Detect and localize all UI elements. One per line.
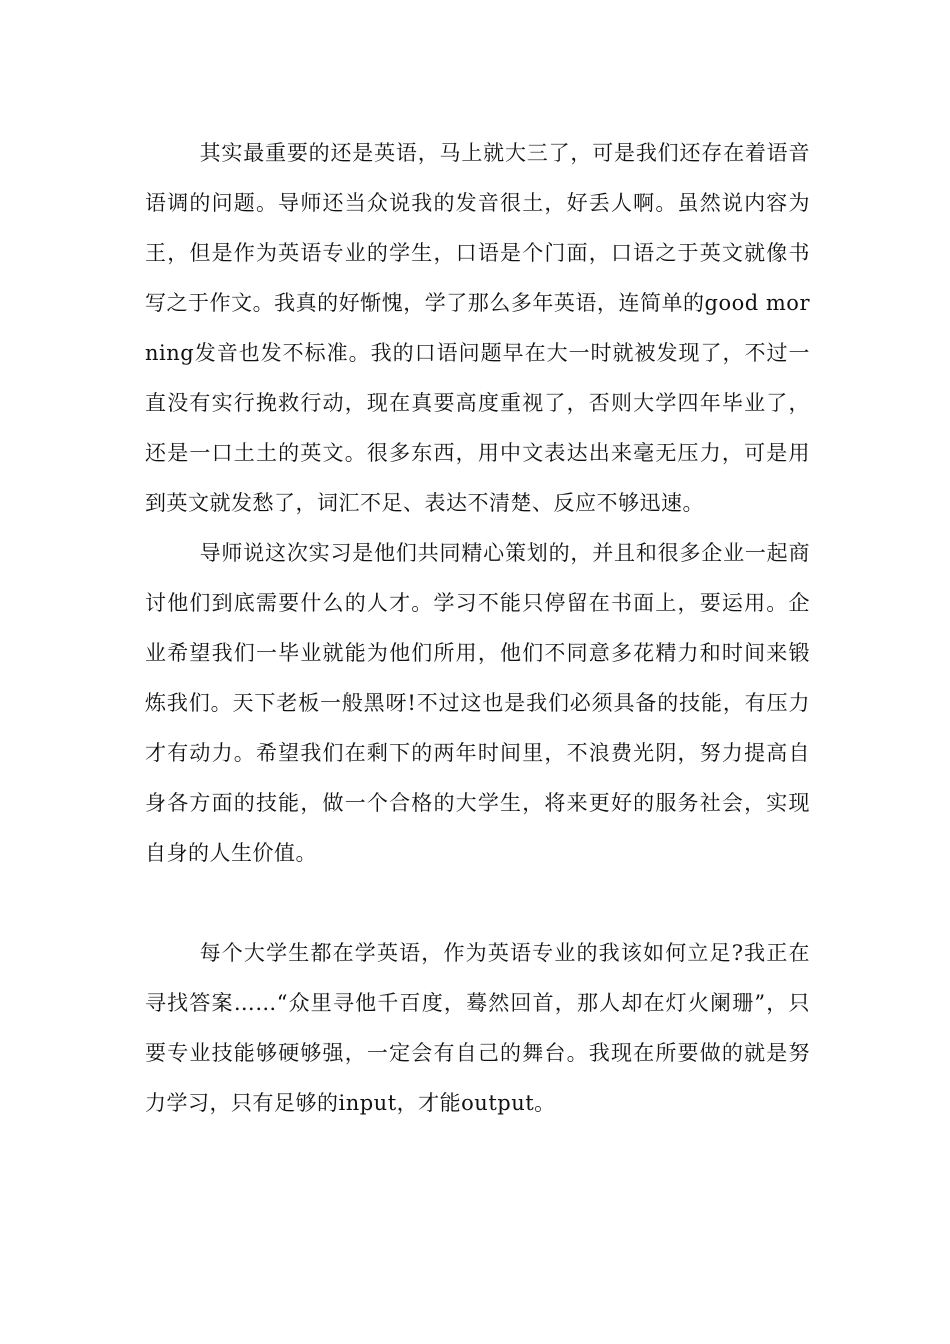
paragraph-english-pronunciation: 其实最重要的还是英语，马上就大三了，可是我们还存在着语音语调的问题。导师还当众说我的发音很土，好丢人啊。虽然说内容为王，但是作为英语专业的学生，口语是个门面，口语之于英文就像书写之于作文。我真的好惭愧，学了那么多年英语，连简单的good morning发音也发不标准。我的口语问题早在大一时就被发现了，不过一直没有实行挽救行动，现在真要高度重视了，否则大学四年毕业了，还是一口土土的英文。很多东西，用中文表达出来毫无压力，可是用到英文就发愁了，词汇不足、表达不清楚、反应不够迅速。 [145,141,810,515]
paragraph-finding-answer: 每个大学生都在学英语，作为英语专业的我该如何立足?我正在寻找答案……“众里寻他千百度，蓦然回首，那人却在灯火阑珊”，只要专业技能够硬够强，一定会有自己的舞台。我现在所要做的就是努力学习，只有足够的input，才能output。 [145,941,810,1115]
paragraph-internship-purpose: 导师说这次实习是他们共同精心策划的，并且和很多企业一起商讨他们到底需要什么的人才。学习不能只停留在书面上，要运用。企业希望我们一毕业就能为他们所用，他们不同意多花精力和时间来锻炼我们。天下老板一般黑呀!不过这也是我们必须具备的技能，有压力才有动力。希望我们在剩下的两年时间里，不浪费光阴，努力提高自身各方面的技能，做一个合格的大学生，将来更好的服务社会，实现自身的人生价值。 [145,541,810,865]
document-body [145,128,810,1128]
